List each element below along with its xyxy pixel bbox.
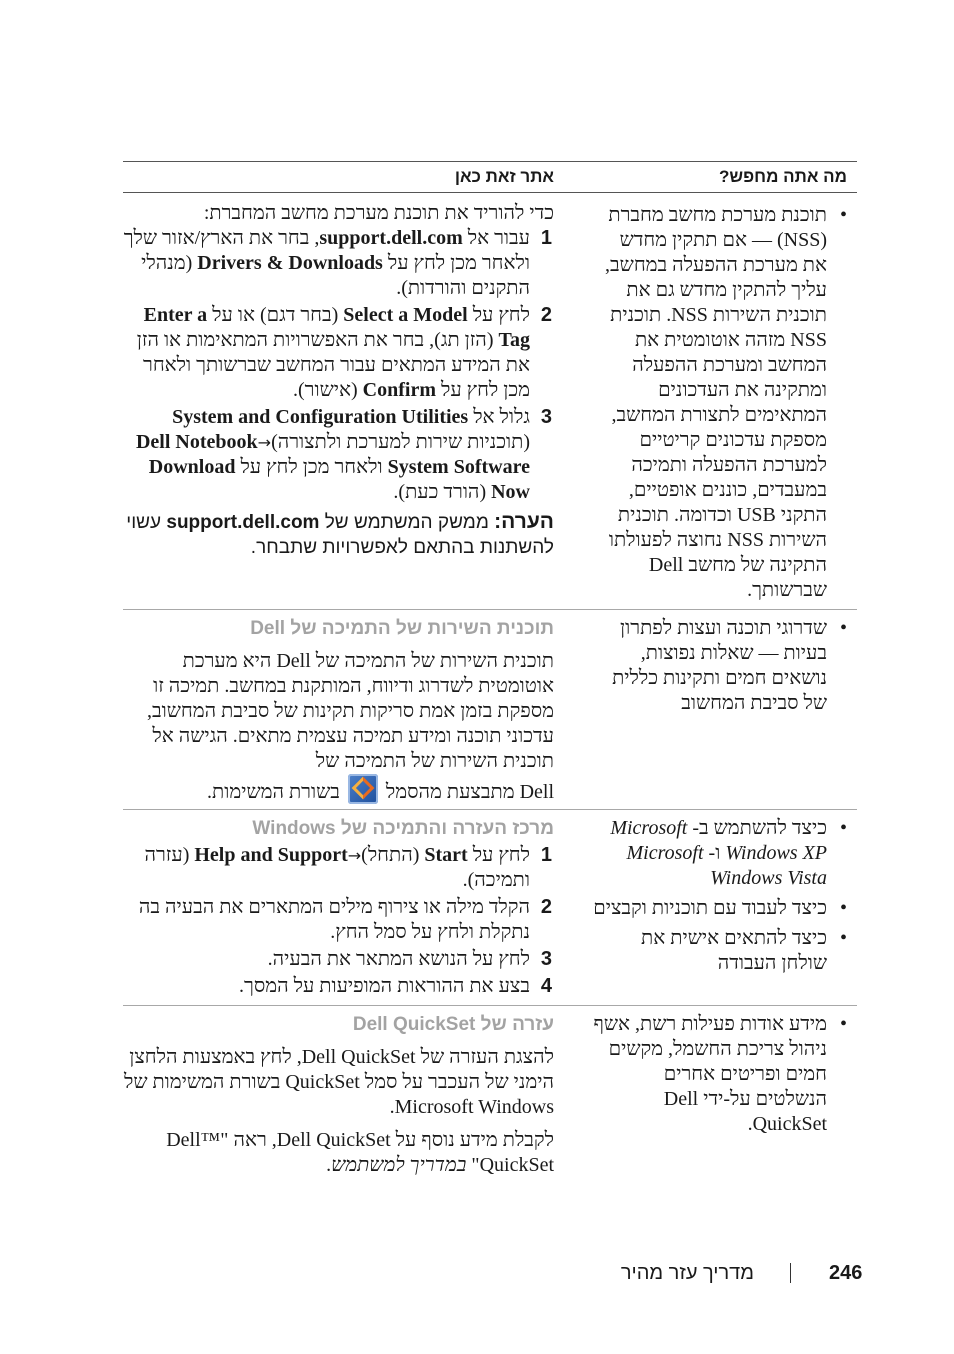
table-header [123,162,857,192]
windows-step-1: 1 לחץ על Start (התחל)→Help and Support (עזרה ותמיכה). [144,844,552,891]
windows-step-2: 2 הקלד מילה או צירוף מילים המתארים את הבעיה בה נתקלת ולחץ על סמל החץ. [138,896,552,943]
table-row-quickset [123,1006,857,1182]
footer-separator [790,1263,791,1283]
windows-bullet-3: • כיצד להתאים אישית את שולחן העבודה [591,926,847,976]
quickset-para-2: לקבלת מידע נוסף על Dell QuickSet, ראה "Dell™ QuickSet" במדריך למשתמש. [166,1129,554,1176]
quickset-para-1: להצגת העזרה של Dell QuickSet, לחץ באמצעות הלחצן הימני של העכבר על סמל QuickSet בשורת המשימות של Microsoft Windows. [123,1046,554,1118]
dell-support-icon[interactable] [348,774,378,804]
row-quickset-location [123,1012,557,1178]
row-windows-description [557,816,857,999]
windows-help-heading: מרכז העזרה והתמיכה של Windows [252,818,554,839]
row-support-location [123,616,557,805]
table-row-windows-help [123,810,857,1006]
arrow-icon: → [347,846,362,865]
windows-step-4: 4 בצע את ההוראות המופיעות על המסך. [239,975,552,997]
nss-steps [123,226,554,505]
page-number: 246 [829,1262,863,1284]
nss-intro: כדי להוריד את תוכנת מערכת מחשב המחברת: [203,202,554,224]
table-row-nss [123,193,857,610]
row-nss-location [123,201,557,603]
windows-steps [123,843,554,999]
nss-step-3: 3 גלול אל System and Configuration Utilities (תוכניות שירות למערכת ולתצורה)→Dell Notebook System Software ולאחר מכן לחץ על Download Now (הורד כעת). [135,406,552,503]
info-table [123,161,857,1182]
page-footer [0,1262,954,1286]
quickset-heading: עזרה של Dell QuickSet [352,1014,554,1035]
windows-bullet-2: • כיצד לעבוד עם תוכניות וקבצים [591,896,847,921]
header-find-it-here: אתר זאת כאן [454,167,554,186]
quickset-bullet: • מידע אודות פעילות רשת, אשף ניהול צריכת החשמל, מקשים חמים ופריטים אחרים הנשלטים על-ידי Dell QuickSet. [591,1012,847,1137]
row-quickset-description [557,1012,857,1178]
row-nss-description [557,201,857,603]
nss-note: הערה: ממשק המשתמש של support.dell.com עשוי להשתנות בהתאם לאפשרויות שתבחר. [126,510,554,558]
row-support-description [557,616,857,805]
nss-bullet: • תוכנת מערכת מחשב מחברת (NSS) — אם תתקין מחדש את מערכת ההפעלה במחשב, עליך להתקין מחדש גם את תוכנית השירות NSS. תוכנית NSS מזהה אוטומטית את המחשב ומערכת ההפעלה ומתקינה את העדכונים המתאימים לתצורת המחשב, מספקת עדכונים קריטיים למערכת ההפעלה ותמיכה במעבדים, כוננים אופטיים, התקני USB וכדומה. תוכנית השירות NSS נחוצה לפעולתו התקינה של מחשב Dell שברשותך. [591,203,847,603]
table-row-support-utility [123,610,857,810]
footer-title: מדריך עזר מהיר [620,1262,754,1284]
row-windows-location [123,816,557,999]
support-utility-heading: תוכנית השירות של התמיכה של Dell [250,618,554,639]
header-what-looking-for: מה אתה מחפש? [719,167,847,186]
note-label: הערה: [494,510,554,533]
windows-bullet-1: • כיצד להשתמש ב- Microsoft Windows XP ו- Microsoft Windows Vista [591,816,847,891]
arrow-icon: → [257,433,272,452]
support-link: support.dell.com [319,227,463,249]
nss-step-1: 1 עבור אל support.dell.com, בחר את הארץ/אזור שלך ולאחר מכן לחץ על Drivers & Downloads (מנהלי התקנים והורדות). [123,227,552,299]
support-utility-body: תוכנית השירות של התמיכה של Dell היא מערכת אוטומטית לשדרוג ודיווח, המותקנת במחשב. תמיכה זו מספקת בזמן אמת סריקות תקינות של סביבת המחשוב, עדכוני תוכנה ומידע תמיכה עצמית מתאים. הגישה אל תוכנית השירות של התמיכה של Dell מתבצעת מהסמל בשורת המשימות. [147,650,554,803]
nss-step-2: 2 לחץ על Select a Model (בחר דגם) או על Enter a Tag (הזן תג), בחר את האפשרויות המתאימות או הזן את המידע המתאים עבור המחשב שברשותך ולאחר מכן לחץ על Confirm (אישור). [136,304,552,401]
windows-step-3: 3 לחץ על הנושא המתאר את הבעיה. [267,948,552,970]
support-bullet: • שדרוגי תוכנה ועצות לפתרון בעיות — שאלות נפוצות, נושאים חמים ותקינות כללית של סביבת המחשוב [591,616,847,716]
